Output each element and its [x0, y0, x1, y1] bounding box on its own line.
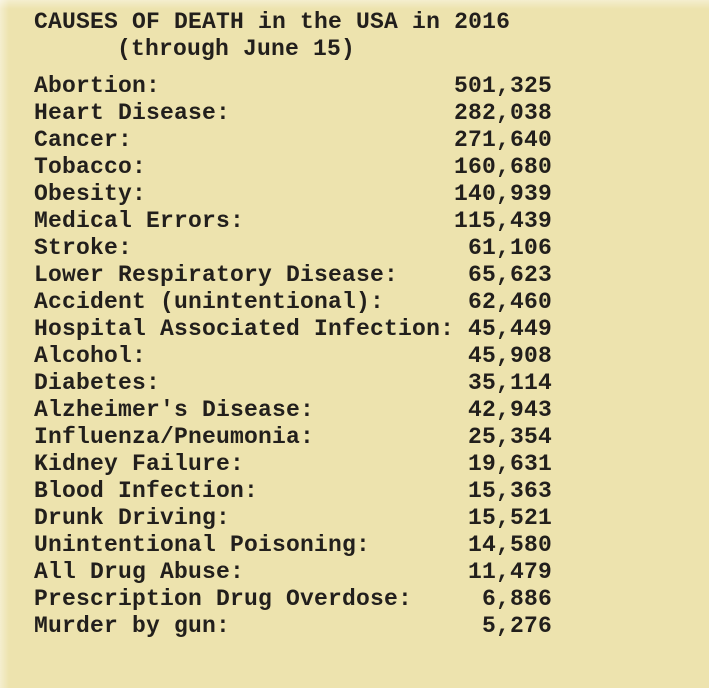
- cause-value: 501,325: [453, 73, 552, 99]
- document-subtitle: (through June 15): [117, 36, 356, 62]
- table-row: [34, 343, 552, 370]
- cause-value: 140,939: [453, 181, 552, 207]
- table-row: [34, 100, 552, 127]
- cause-label: Heart Disease:: [34, 100, 231, 126]
- cause-label: Alzheimer's Disease:: [34, 397, 315, 423]
- cause-value: 115,439: [453, 208, 552, 234]
- table-row: [34, 208, 552, 235]
- cause-label: Tobacco:: [34, 154, 147, 180]
- cause-label: Abortion:: [34, 73, 161, 99]
- cause-label: Blood Infection:: [34, 478, 259, 504]
- document-title: CAUSES OF DEATH in the USA in 2016: [34, 9, 511, 35]
- cause-value: 62,460: [467, 289, 552, 315]
- cause-value: 14,580: [467, 532, 552, 558]
- table-row: [34, 370, 552, 397]
- death-causes-list: [34, 73, 552, 640]
- cause-label: Murder by gun:: [34, 613, 231, 639]
- table-row: [34, 73, 552, 100]
- table-row: [34, 559, 552, 586]
- cause-label: Cancer:: [34, 127, 133, 153]
- cause-label: Accident (unintentional):: [34, 289, 385, 315]
- cause-label: Lower Respiratory Disease:: [34, 262, 399, 288]
- cause-value: 35,114: [467, 370, 552, 396]
- table-row: [34, 478, 552, 505]
- cause-label: All Drug Abuse:: [34, 559, 245, 585]
- table-row: [34, 505, 552, 532]
- cause-value: 15,521: [467, 505, 552, 531]
- cause-value: 45,449: [467, 316, 552, 342]
- cause-label: Kidney Failure:: [34, 451, 245, 477]
- cause-value: 19,631: [467, 451, 552, 477]
- cause-label: Influenza/Pneumonia:: [34, 424, 315, 450]
- cause-label: Hospital Associated Infection:: [34, 316, 455, 342]
- table-row: [34, 451, 552, 478]
- cause-label: Medical Errors:: [34, 208, 245, 234]
- cause-label: Diabetes:: [34, 370, 161, 396]
- table-row: [34, 586, 552, 613]
- table-row: [34, 154, 552, 181]
- cause-label: Alcohol:: [34, 343, 147, 369]
- table-row: [34, 613, 552, 640]
- cause-value: 160,680: [453, 154, 552, 180]
- cause-label: Prescription Drug Overdose:: [34, 586, 413, 612]
- cause-value: 282,038: [453, 100, 552, 126]
- cause-value: 42,943: [467, 397, 552, 423]
- cause-value: 6,886: [481, 586, 552, 612]
- cause-value: 11,479: [467, 559, 552, 585]
- table-row: [34, 127, 552, 154]
- cause-value: 271,640: [453, 127, 552, 153]
- table-row: [34, 289, 552, 316]
- cause-label: Drunk Driving:: [34, 505, 231, 531]
- cause-label: Stroke:: [34, 235, 133, 261]
- table-row: [34, 532, 552, 559]
- cause-value: 61,106: [467, 235, 552, 261]
- cause-value: 25,354: [467, 424, 552, 450]
- cause-label: Obesity:: [34, 181, 147, 207]
- table-row: [34, 397, 552, 424]
- cause-value: 45,908: [467, 343, 552, 369]
- table-row: [34, 424, 552, 451]
- cause-value: 65,623: [467, 262, 552, 288]
- cause-value: 15,363: [467, 478, 552, 504]
- cause-value: 5,276: [481, 613, 552, 639]
- table-row: [34, 235, 552, 262]
- cause-label: Unintentional Poisoning:: [34, 532, 371, 558]
- table-row: [34, 316, 552, 343]
- table-row: [34, 262, 552, 289]
- table-row: [34, 181, 552, 208]
